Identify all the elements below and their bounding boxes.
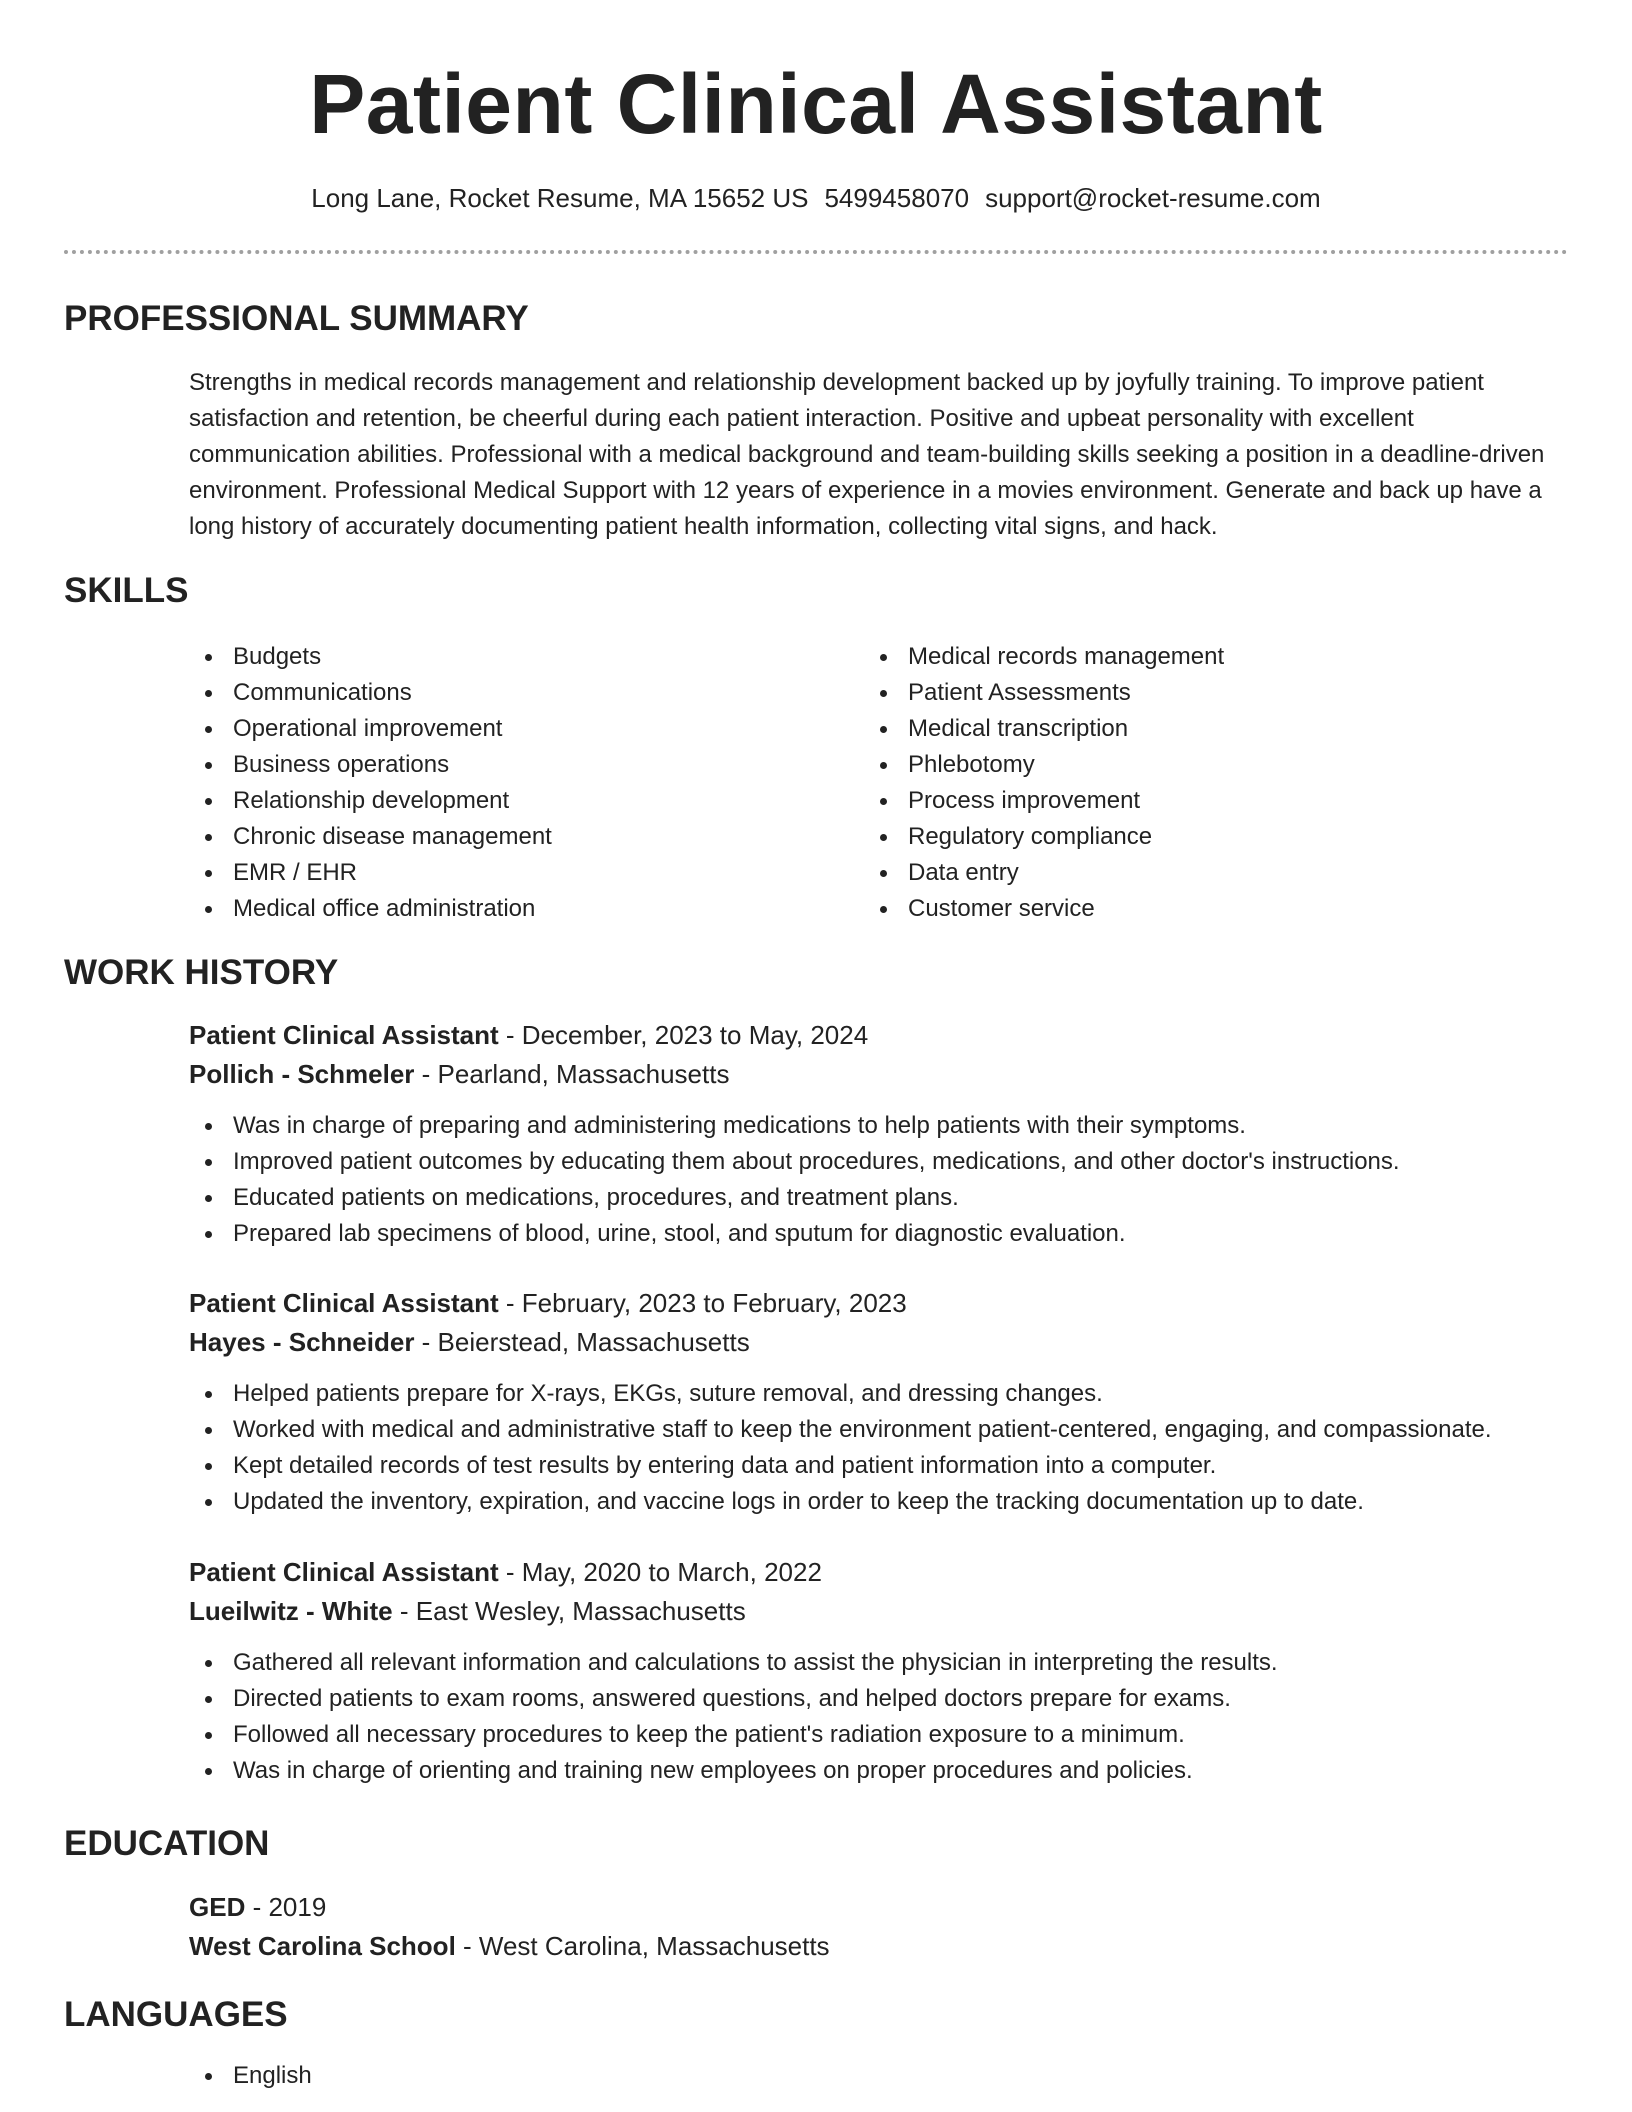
job-dates: - December, 2023 to May, 2024 — [498, 1020, 869, 1050]
job-bullets — [189, 1645, 1569, 1789]
job-bullet: Was in charge of orienting and training new employees on proper procedures and policies. — [189, 1753, 1569, 1789]
job-location: - Beierstead, Massachusetts — [414, 1327, 750, 1357]
skill-item: Relationship development — [189, 783, 552, 819]
job-entry — [189, 1284, 1569, 1520]
contact-phone: 5499458070 — [824, 183, 970, 213]
job-title-line — [189, 1284, 1569, 1323]
job-bullet: Educated patients on medications, procedures, and treatment plans. — [189, 1180, 1569, 1216]
section-title-languages: LANGUAGES — [64, 1995, 288, 2034]
skill-item: Business operations — [189, 747, 552, 783]
job-bullet: Kept detailed records of test results by entering data and patient information into a computer. — [189, 1448, 1569, 1484]
job-company: Lueilwitz - White — [189, 1596, 393, 1626]
job-bullet: Gathered all relevant information and calculations to assist the physician in interpreting the results. — [189, 1645, 1569, 1681]
contact-email[interactable]: support@rocket-resume.com — [985, 183, 1321, 213]
education-location: - West Carolina, Massachusetts — [455, 1931, 830, 1961]
job-dates: - February, 2023 to February, 2023 — [498, 1288, 907, 1318]
job-bullet: Prepared lab specimens of blood, urine, stool, and sputum for diagnostic evaluation. — [189, 1216, 1569, 1252]
skill-item: Communications — [189, 675, 552, 711]
header-divider — [64, 250, 1568, 254]
language-item: English — [189, 2058, 312, 2094]
education-degree: GED — [189, 1892, 246, 1922]
section-title-summary: PROFESSIONAL SUMMARY — [64, 299, 529, 338]
skill-item: Regulatory compliance — [864, 819, 1224, 855]
skill-item: Patient Assessments — [864, 675, 1224, 711]
job-company-line — [189, 1323, 1569, 1362]
job-bullet: Followed all necessary procedures to keep the patient's radiation exposure to a minimum. — [189, 1717, 1569, 1753]
job-bullet: Helped patients prepare for X-rays, EKGs, suture removal, and dressing changes. — [189, 1376, 1569, 1412]
job-company: Pollich - Schmeler — [189, 1059, 415, 1089]
job-company-line — [189, 1055, 1569, 1094]
skills-list-right — [864, 639, 1224, 927]
job-bullet: Worked with medical and administrative staff to keep the environment patient-centered, engaging, and compassionate. — [189, 1412, 1569, 1448]
contact-line — [0, 180, 1632, 216]
job-title-line — [189, 1016, 1569, 1055]
job-bullet: Updated the inventory, expiration, and vaccine logs in order to keep the tracking documentation up to date. — [189, 1484, 1569, 1520]
education-degree-line — [189, 1888, 1569, 1927]
resume-title: Patient Clinical Assistant — [309, 57, 1323, 151]
job-entry — [189, 1553, 1569, 1789]
skill-item: Medical records management — [864, 639, 1224, 675]
job-bullet: Directed patients to exam rooms, answered questions, and helped doctors prepare for exams. — [189, 1681, 1569, 1717]
education-year: - 2019 — [245, 1892, 327, 1922]
summary-text: Strengths in medical records management and relationship development backed up by joyfully training. To improve patient satisfaction and retention, be cheerful during each patient interaction. Positive and upbeat personality with excellent communication abilities. Professional with a medical background and team-building skills seeking a position in a deadline-driven environment. Professional Medical Support with 12 years of experience in a movies environment. Generate and back up have a long history of accurately documenting patient health information, collecting vital signs, and hack. — [189, 369, 1545, 540]
job-bullets — [189, 1376, 1569, 1520]
job-bullet: Improved patient outcomes by educating them about procedures, medications, and other doctor's instructions. — [189, 1144, 1569, 1180]
job-dates: - May, 2020 to March, 2022 — [498, 1557, 822, 1587]
job-bullet: Was in charge of preparing and administering medications to help patients with their symptoms. — [189, 1108, 1569, 1144]
contact-address: Long Lane, Rocket Resume, MA 15652 US — [311, 183, 809, 213]
job-title: Patient Clinical Assistant — [189, 1020, 499, 1050]
education-entry — [189, 1888, 1569, 1966]
job-title: Patient Clinical Assistant — [189, 1288, 499, 1318]
skill-item: Customer service — [864, 891, 1224, 927]
job-company-line — [189, 1592, 1569, 1631]
education-school: West Carolina School — [189, 1931, 456, 1961]
languages-list — [189, 2058, 312, 2094]
skill-item: Phlebotomy — [864, 747, 1224, 783]
section-title-skills: SKILLS — [64, 571, 189, 610]
skill-item: Chronic disease management — [189, 819, 552, 855]
skill-item: Medical transcription — [864, 711, 1224, 747]
job-title: Patient Clinical Assistant — [189, 1557, 499, 1587]
job-title-line — [189, 1553, 1569, 1592]
skill-item: EMR / EHR — [189, 855, 552, 891]
skill-item: Process improvement — [864, 783, 1224, 819]
job-company: Hayes - Schneider — [189, 1327, 415, 1357]
section-title-work: WORK HISTORY — [64, 953, 339, 992]
section-title-education: EDUCATION — [64, 1824, 270, 1863]
job-entry — [189, 1016, 1569, 1252]
skill-item: Medical office administration — [189, 891, 552, 927]
skill-item: Operational improvement — [189, 711, 552, 747]
job-bullets — [189, 1108, 1569, 1252]
skill-item: Data entry — [864, 855, 1224, 891]
education-school-line — [189, 1927, 1569, 1966]
skills-list-left — [189, 639, 552, 927]
job-location: - East Wesley, Massachusetts — [392, 1596, 746, 1626]
job-location: - Pearland, Massachusetts — [414, 1059, 730, 1089]
skill-item: Budgets — [189, 639, 552, 675]
